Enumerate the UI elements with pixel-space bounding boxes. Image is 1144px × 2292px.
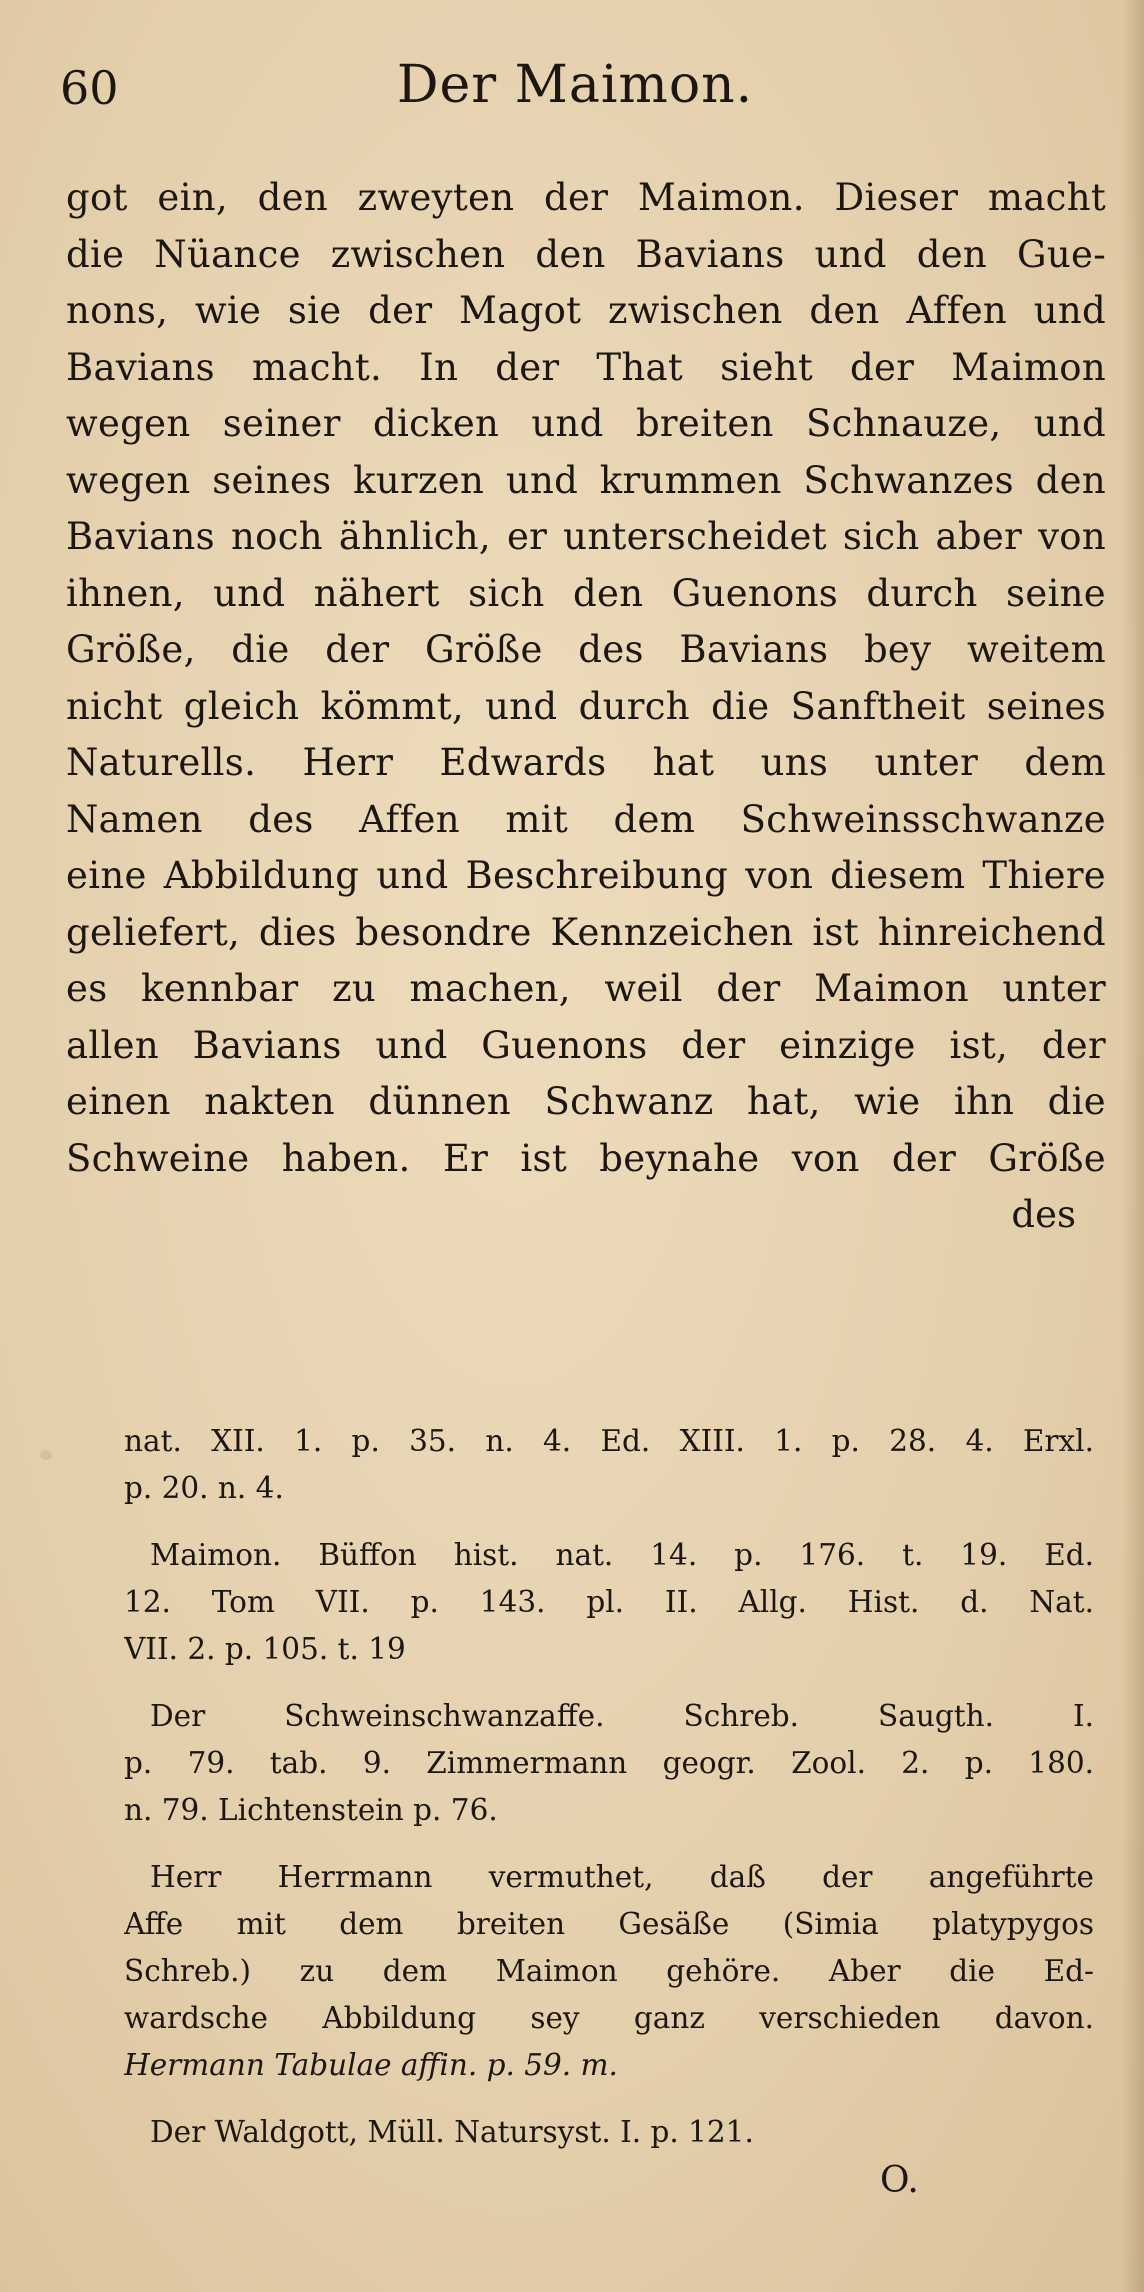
- footnote-line: 12. Tom VII. p. 143. pl. II. Allg. Hist. d. Nat.: [124, 1585, 1094, 1619]
- body-text: [66, 170, 1106, 1243]
- footnote-line: n. 79. Lichtenstein p. 76.: [124, 1793, 498, 1827]
- footnote-line: Der Waldgott, Müll. Natursyst. I. p. 121.: [150, 2115, 754, 2149]
- footnotes: [124, 1418, 1094, 2176]
- text-line: eine Abbildung und Beschreibung von diesem Thiere: [66, 854, 1106, 897]
- footnote: [124, 1418, 1094, 1512]
- text-line: wegen seiner dicken und breiten Schnauze, und: [66, 402, 1106, 445]
- footnote-line: Herr Herrmann vermuthet, daß der angeführte: [150, 1860, 1094, 1894]
- text-line: geliefert, dies besondre Kennzeichen ist hinreichend: [66, 910, 1106, 954]
- paper-stain: [40, 1450, 52, 1460]
- text-line: Naturells. Herr Edwards hat uns unter dem: [66, 741, 1106, 784]
- footnote-line: p. 20. n. 4.: [124, 1471, 284, 1505]
- page-number: 60: [60, 61, 119, 115]
- text-line: wegen seines kurzen und krummen Schwanzes den: [66, 458, 1106, 502]
- text-line: einen nakten dünnen Schwanz hat, wie ihn die: [66, 1080, 1106, 1123]
- running-title: Der Maimon.: [396, 55, 754, 115]
- text-line: nicht gleich kömmt, und durch die Sanftheit seines: [66, 684, 1106, 728]
- catchword-line: [66, 1187, 1106, 1243]
- text-line: Bavians noch ähnlich, er unterscheidet sich aber von: [66, 515, 1106, 558]
- text-line: Bavians macht. In der That sieht der Maimon: [66, 345, 1106, 389]
- footnote-line: p. 79. tab. 9. Zimmermann geogr. Zool. 2. p. 180.: [124, 1746, 1094, 1780]
- footnote-line: Schreb.) zu dem Maimon gehöre. Aber die Ed-: [124, 1954, 1094, 1988]
- text-line: Namen des Affen mit dem Schweinsschwanze: [66, 797, 1106, 841]
- text-line: nons, wie sie der Magot zwischen den Affen und: [66, 289, 1106, 332]
- footnote: [124, 1854, 1094, 2089]
- page-edge-shadow: [1122, 0, 1144, 2292]
- footnote-line: Affe mit dem breiten Gesäße (Simia platypygos: [124, 1907, 1094, 1941]
- footnote-line: Der Schweinschwanzaffe. Schreb. Saugth. I.: [150, 1699, 1094, 1733]
- text-line: got ein, den zweyten der Maimon. Dieser macht: [66, 176, 1106, 219]
- footnote-line: wardsche Abbildung sey ganz verschieden davon.: [124, 2001, 1094, 2035]
- footnote-line: Hermann Tabulae affin. p. 59. m.: [124, 2048, 618, 2082]
- footnote: [124, 1532, 1094, 1673]
- text-line: es kennbar zu machen, weil der Maimon unter: [66, 967, 1106, 1010]
- footnote-line: Maimon. Büffon hist. nat. 14. p. 176. t. 19. Ed.: [150, 1538, 1094, 1572]
- footnote: [124, 1693, 1094, 1834]
- text-line: ihnen, und nähert sich den Guenons durch seine: [66, 571, 1106, 615]
- signature-mark: O.: [880, 2160, 919, 2201]
- page-header: [60, 55, 1090, 125]
- text-line: die Nüance zwischen den Bavians und den Gue-: [66, 232, 1106, 276]
- footnote: [124, 2109, 1094, 2156]
- footnote-line: nat. XII. 1. p. 35. n. 4. Ed. XIII. 1. p. 28. 4. Erxl.: [124, 1424, 1094, 1458]
- catchword: des: [1011, 1193, 1076, 1236]
- footnote-line: VII. 2. p. 105. t. 19: [124, 1632, 406, 1666]
- text-line: allen Bavians und Guenons der einzige ist, der: [66, 1023, 1106, 1067]
- text-line: Schweine haben. Er ist beynahe von der Größe: [66, 1136, 1106, 1180]
- text-line: Größe, die der Größe des Bavians bey weitem: [66, 628, 1106, 671]
